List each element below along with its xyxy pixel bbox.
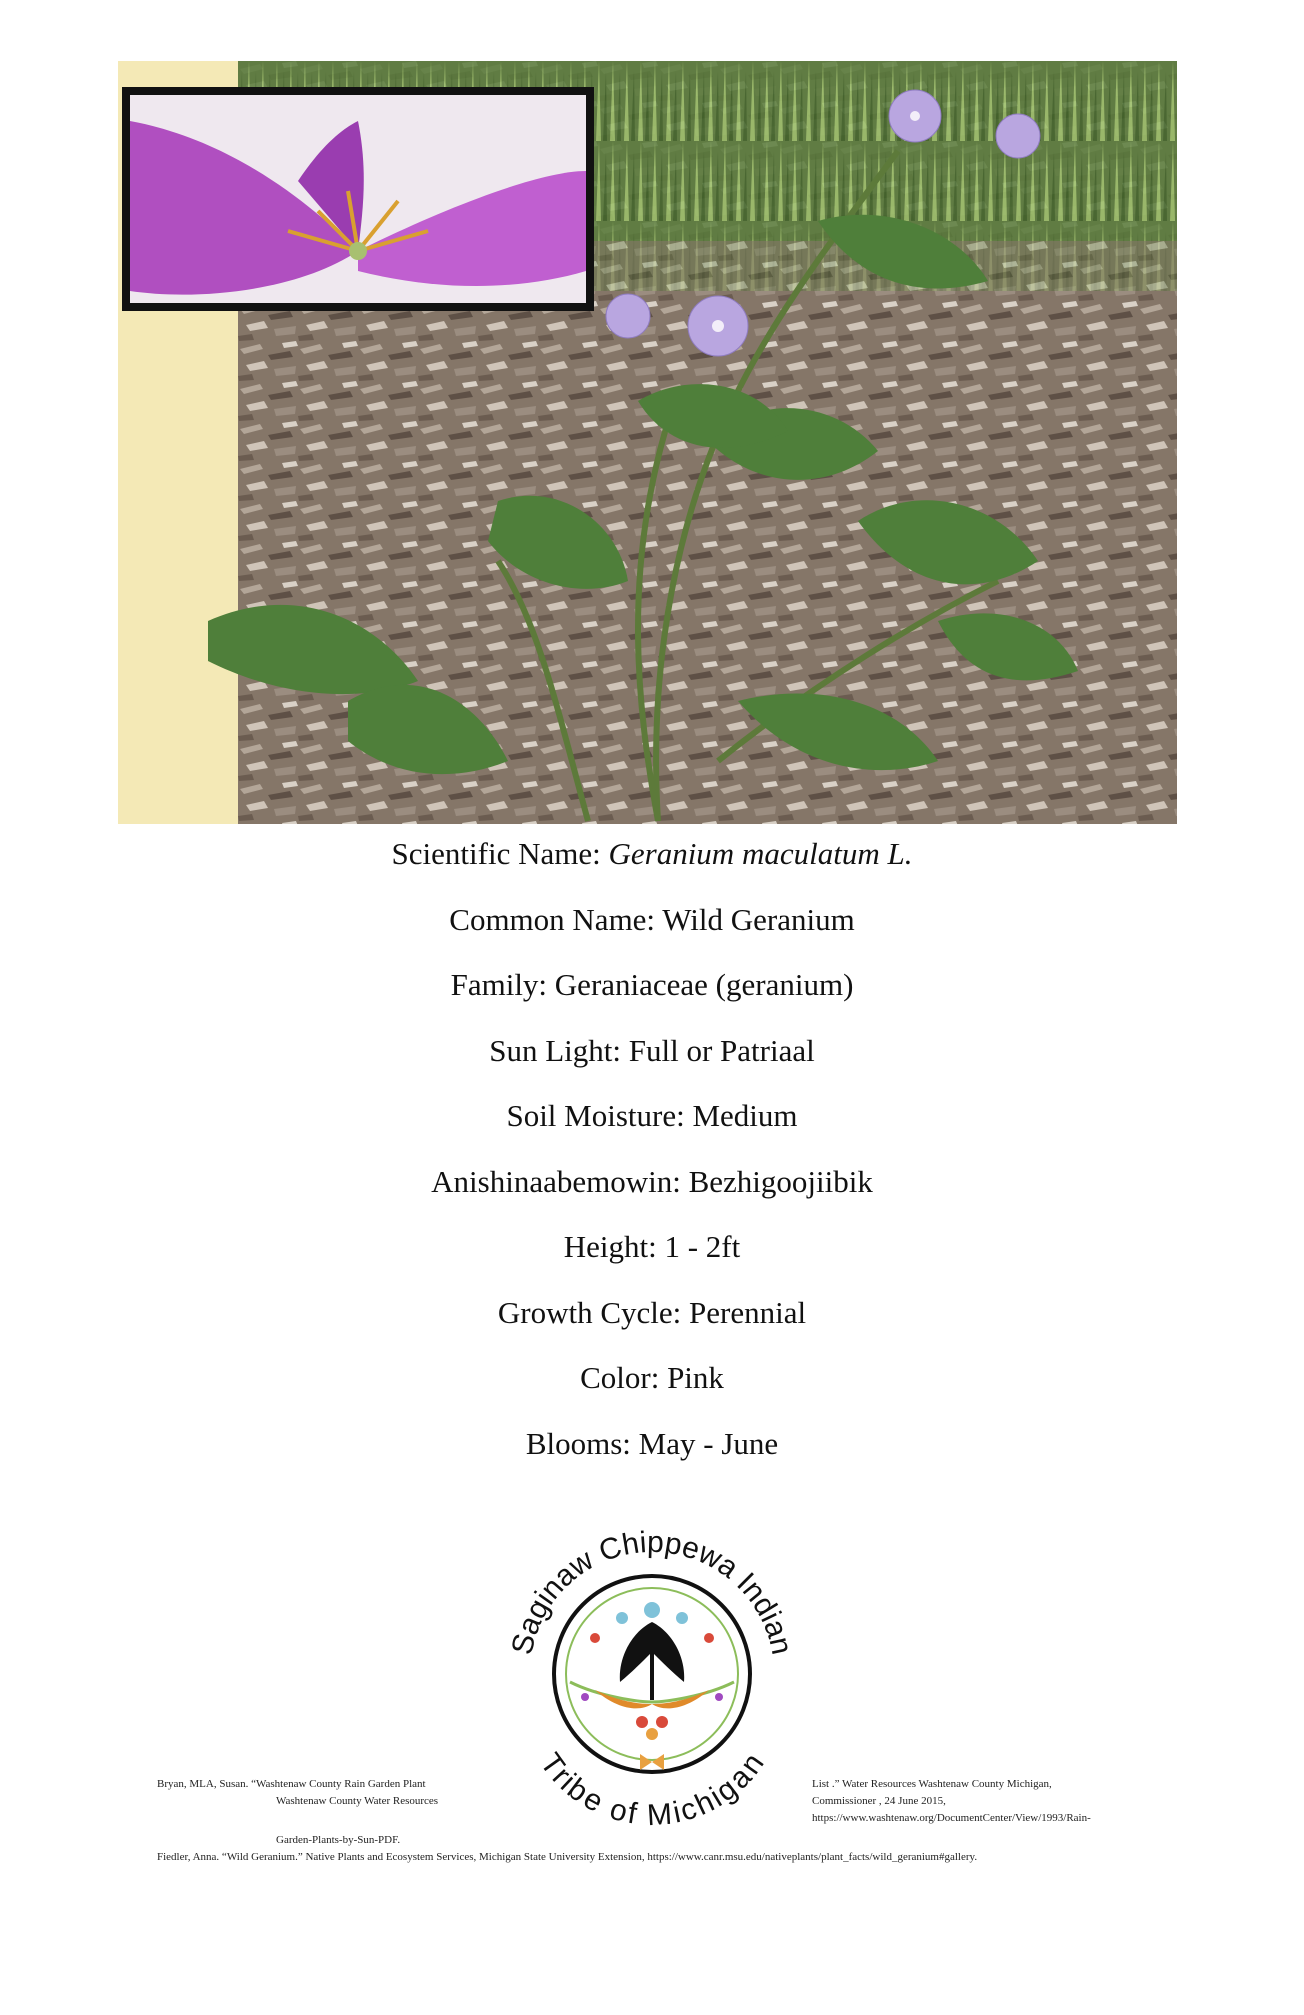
field-value: Full or Patriaal xyxy=(628,1032,815,1068)
field-value: Bezhigoojiibik xyxy=(688,1163,873,1199)
logo-top-text: Saginaw Chippewa Indian xyxy=(505,1525,799,1658)
field-label: Anishinaabemowin: xyxy=(431,1163,681,1199)
field-label: Common Name: xyxy=(449,901,656,937)
plant-photo xyxy=(118,61,1177,824)
citation-1-right-1: List .” Water Resources Washtenaw County Michigan, xyxy=(812,1778,1052,1790)
field-value: Perennial xyxy=(689,1294,807,1330)
floral-emblem-icon xyxy=(570,1602,734,1770)
field-scientific-name xyxy=(0,836,1304,902)
citation-1-line-1: Bryan, MLA, Susan. “Washtenaw County Rain Garden Plant xyxy=(157,1778,426,1790)
field-common-name xyxy=(0,902,1304,968)
citation-1-line-3: Garden-Plants-by-Sun-PDF. xyxy=(276,1834,401,1846)
plant-info-list xyxy=(0,836,1304,1491)
citation-1-line-2: Washtenaw County Water Resources xyxy=(276,1795,439,1807)
field-value: 1 - 2ft xyxy=(664,1229,741,1264)
field-label: Soil Moisture: xyxy=(506,1098,685,1133)
field-value: Medium xyxy=(692,1098,798,1133)
field-anishinaabemowin xyxy=(0,1164,1304,1230)
field-value: Pink xyxy=(667,1360,724,1395)
field-sun-light xyxy=(0,1033,1304,1099)
field-label: Scientific Name: xyxy=(391,836,601,871)
citation-2: Fiedler, Anna. “Wild Geranium.” Native Plants and Ecosystem Services, Michigan State University Extension, https://www.canr.msu.edu/nativeplants/plant_facts/wild_geranium#gallery. xyxy=(157,1851,978,1863)
field-value: Geranium maculatum L. xyxy=(608,836,913,871)
field-value: Geraniaceae (geranium) xyxy=(554,967,854,1002)
field-value: Wild Geranium xyxy=(662,901,855,937)
logo-bottom-text: Tribe of Michigan xyxy=(533,1747,771,1826)
field-label: Color: xyxy=(580,1360,660,1395)
field-height xyxy=(0,1229,1304,1295)
citation-1-right-3: https://www.washtenaw.org/DocumentCenter/View/1993/Rain- xyxy=(812,1812,1091,1824)
field-label: Family: xyxy=(450,967,548,1002)
field-soil-moisture xyxy=(0,1098,1304,1164)
tribe-logo xyxy=(500,1522,804,1826)
field-label: Blooms: xyxy=(525,1425,631,1461)
field-label: Growth Cycle: xyxy=(497,1294,682,1330)
field-label: Sun Light: xyxy=(489,1032,622,1068)
citation-1-right-2: Commissioner , 24 June 2015, xyxy=(812,1795,946,1807)
field-color xyxy=(0,1360,1304,1426)
field-growth-cycle xyxy=(0,1295,1304,1361)
field-family xyxy=(0,967,1304,1033)
field-blooms xyxy=(0,1426,1304,1492)
field-label: Height: xyxy=(563,1229,657,1264)
field-value: May - June xyxy=(638,1425,779,1461)
